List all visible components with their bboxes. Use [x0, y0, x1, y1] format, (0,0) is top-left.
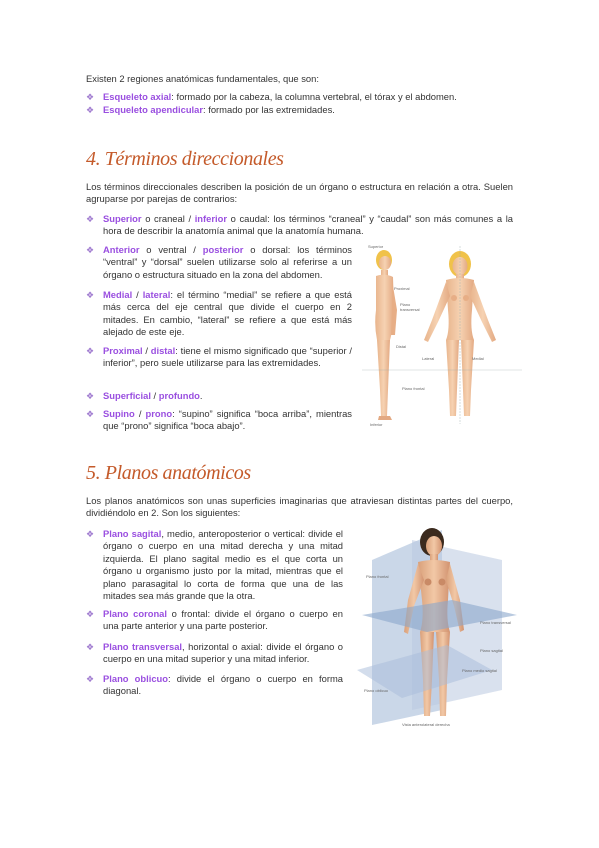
- diamond-bullet-icon: ❖: [86, 245, 95, 255]
- svg-text:Plano frontal: Plano frontal: [402, 386, 425, 391]
- diamond-bullet-icon: ❖: [86, 214, 95, 224]
- svg-text:Medial: Medial: [472, 356, 484, 361]
- diamond-bullet-icon: ❖: [86, 409, 95, 419]
- section4-title: 4. Términos direccionales: [86, 148, 284, 170]
- direction-item-medial: Medial / lateral: el término “medial” se refiere a que está más cerca del eje central que divide el cuerpo en 2 mitades. En cambio, “lateral” se refiere a que está más alejado de este eje.: [103, 289, 352, 338]
- direction-item-superior: Superior o craneal / inferior o caudal: los términos “craneal” y “caudal” son más comunes a la hora de describir la anatomía animal que la anatomía humana.: [103, 213, 513, 237]
- directional-terms-figure: [362, 240, 522, 430]
- diamond-bullet-icon: ❖: [86, 92, 95, 102]
- svg-text:Plano sagital: Plano sagital: [480, 648, 503, 653]
- diamond-bullet-icon: ❖: [86, 290, 95, 300]
- plane-item-coronal: Plano coronal o frontal: divide el órgano o cuerpo en una parte anterior y una parte posterior.: [103, 608, 343, 632]
- front-body-figure: [424, 246, 496, 424]
- diamond-bullet-icon: ❖: [86, 391, 95, 401]
- section5-intro: Los planos anatómicos son unas superficies imaginarias que atraviesan distintas partes del cuerpo, dividiéndolo en 2. Son los siguientes:: [86, 495, 513, 519]
- side-body-figure: [375, 250, 397, 420]
- direction-item-anterior: Anterior o ventral / posterior o dorsal: los términos “ventral” y “dorsal” suelen utilizarse solo al referirse a un órgano o estructura situado en la zona del abdomen.: [103, 244, 352, 280]
- diamond-bullet-icon: ❖: [86, 529, 95, 539]
- svg-text:Vista anterolateral derecha: Vista anterolateral derecha: [402, 722, 450, 727]
- plane-item-oblicuo: Plano oblicuo: divide el órgano o cuerpo en forma diagonal.: [103, 673, 343, 697]
- svg-text:Plano: Plano: [400, 302, 411, 307]
- svg-text:Plano oblicuo: Plano oblicuo: [364, 688, 389, 693]
- diamond-bullet-icon: ❖: [86, 346, 95, 356]
- diamond-bullet-icon: ❖: [86, 674, 95, 684]
- direction-item-supino: Supino / prono: “supino” significa “boca arriba”, mientras que “prono” significa “boca abajo”.: [103, 408, 352, 432]
- svg-text:Distal: Distal: [396, 344, 407, 349]
- svg-text:Plano medio sagital: Plano medio sagital: [462, 668, 497, 673]
- diamond-bullet-icon: ❖: [86, 105, 95, 115]
- plane-item-transversal: Plano transversal, horizontal o axial: divide el órgano o cuerpo en una mitad superior y una mitad inferior.: [103, 641, 343, 665]
- anatomical-planes-figure: [352, 520, 522, 730]
- direction-item-proximal: Proximal / distal: tiene el mismo significado que “superior / inferior”, pero suele utilizarse para las extremidades.: [103, 345, 352, 369]
- section5-title: 5. Planos anatómicos: [86, 462, 251, 484]
- svg-text:Plano transversal: Plano transversal: [480, 620, 511, 625]
- svg-text:Superior: Superior: [368, 244, 384, 249]
- diamond-bullet-icon: ❖: [86, 609, 95, 619]
- region-apendicular: Esqueleto apendicular: formado por las extremidades.: [103, 104, 335, 115]
- svg-text:Inferior: Inferior: [370, 422, 383, 427]
- svg-text:Proximal: Proximal: [394, 286, 410, 291]
- plane-item-sagital: Plano sagital, medio, anteroposterior o vertical: divide el órgano o cuerpo en una mitad derecha y una mitad izquierda. El plano sagital medio es el que corta un órgano u organismo justo por la mitad, mientras que el plano parasagital lo corta de forma que una de las mitades sea más grande que la otra.: [103, 528, 343, 602]
- region-axial: Esqueleto axial: formado por la cabeza, la columna vertebral, el tórax y el abdomen.: [103, 91, 457, 102]
- svg-text:Lateral: Lateral: [422, 356, 435, 361]
- diamond-bullet-icon: ❖: [86, 642, 95, 652]
- svg-text:transversal: transversal: [400, 307, 420, 312]
- direction-item-superficial: Superficial / profundo.: [103, 390, 203, 401]
- section4-intro: Los términos direccionales describen la posición de un órgano o estructura en relación a otra. Suelen agruparse por parejas de contrarios:: [86, 181, 513, 205]
- intro-text: Existen 2 regiones anatómicas fundamentales, que son:: [86, 73, 319, 84]
- svg-text:Plano frontal: Plano frontal: [366, 574, 389, 579]
